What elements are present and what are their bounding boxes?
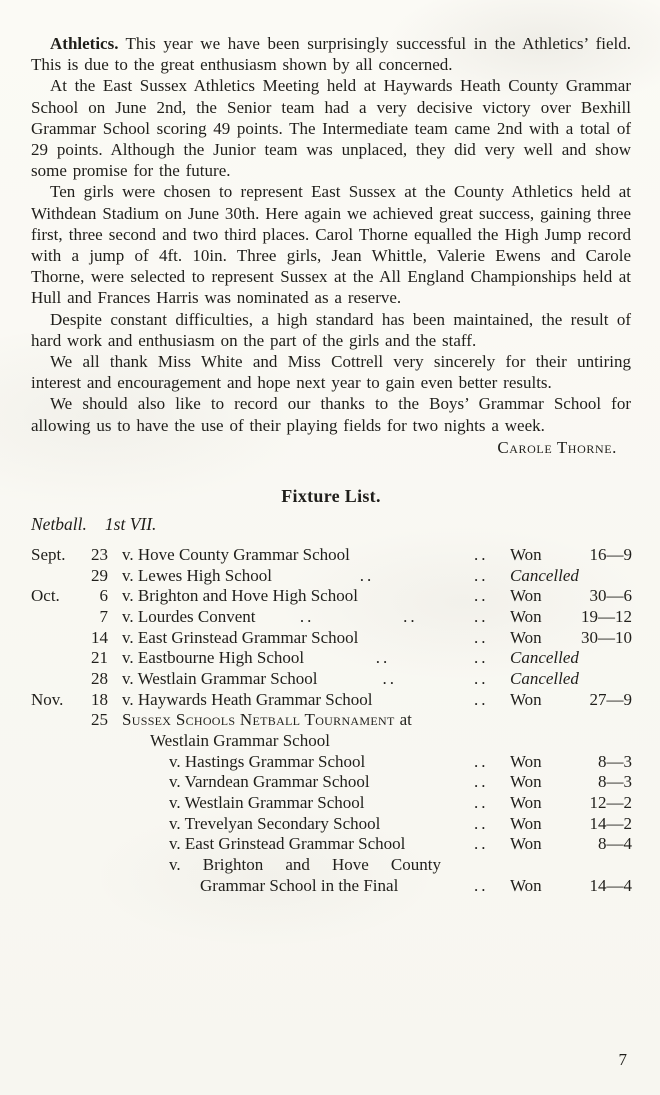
- fixture-month: Oct.: [31, 586, 60, 606]
- dot-leader: ..: [474, 586, 489, 606]
- fixture-row: [31, 834, 631, 855]
- fixture-sport: Netball.: [31, 513, 87, 534]
- fixture-row: [31, 586, 631, 607]
- fixture-day: 29: [91, 565, 108, 585]
- fixture-day: 18: [91, 689, 108, 709]
- fixture-table: [31, 545, 631, 897]
- athletics-paragraph-1-text: This year we have been surprisingly successful in the Athletics’ field. This is due to the great enthusiasm shown by all concerned.: [31, 34, 631, 75]
- fixture-row: [31, 814, 631, 835]
- fixture-row: [31, 772, 631, 793]
- fixture-row: [31, 669, 631, 690]
- dot-leader: ..: [299, 606, 315, 626]
- dot-leader: ..: [474, 668, 489, 688]
- page-number: 7: [618, 1050, 627, 1069]
- fixture-result: Won: [510, 689, 542, 709]
- fixture-row: [31, 628, 631, 649]
- dot-leader: ..: [474, 834, 489, 854]
- fixture-opponent: v. Westlain Grammar School: [122, 668, 318, 688]
- fixture-score: 14—4: [589, 875, 632, 895]
- fixture-opponent: v. Brighton and Hove High School: [122, 586, 358, 606]
- fixture-day: 14: [91, 627, 108, 647]
- fixture-opponent: v. Trevelyan Secondary School: [169, 813, 381, 833]
- fixture-result: Won: [510, 544, 542, 564]
- fixture-list-subtitle: [31, 514, 631, 535]
- fixture-opponent: v. East Grinstead Grammar School: [169, 834, 406, 854]
- fixture-day: 23: [91, 544, 108, 564]
- athletics-paragraph-1: [31, 33, 631, 75]
- fixture-score: 8—3: [598, 751, 632, 771]
- fixture-day: 21: [91, 648, 108, 668]
- fixture-score: 16—9: [589, 544, 632, 564]
- dot-leader: ..: [474, 627, 489, 647]
- athletics-paragraph-5: We all thank Miss White and Miss Cottrell very sincerely for their untiring interest and encouragement and hope next year to gain even better results.: [31, 352, 631, 393]
- fixture-month: Sept.: [31, 544, 66, 564]
- athletics-paragraph-2: At the East Sussex Athletics Meeting held at Haywards Heath County Grammar School on June 2nd, the Senior team had a very decisive victory over Bexhill Grammar School scoring 49 points. The Intermediate team came 2nd with a total of 29 points. Although the Junior team was unplaced, they did very well and show some promise for the future.: [31, 76, 631, 181]
- fixture-result: Won: [510, 813, 542, 833]
- dot-leader: ..: [375, 648, 391, 668]
- fixture-opponent: v. Eastbourne High School: [122, 648, 305, 668]
- fixture-row: [31, 648, 631, 669]
- fixture-result: Cancelled: [510, 648, 579, 668]
- fixture-opponent: v. Hove County Grammar School: [122, 544, 350, 564]
- dot-leader: ..: [403, 606, 418, 626]
- fixture-score: 30—10: [581, 627, 632, 647]
- tournament-suffix: at: [399, 710, 412, 730]
- fixture-result: Won: [510, 586, 542, 606]
- dot-leader: ..: [474, 689, 489, 709]
- dot-leader: ..: [474, 772, 489, 792]
- fixture-row: [31, 690, 631, 711]
- fixture-row-final-part1: [31, 855, 631, 876]
- fixture-row: [31, 793, 631, 814]
- tournament-venue: Westlain Grammar School: [150, 731, 330, 751]
- dot-leader: ..: [359, 565, 375, 585]
- dot-leader: ..: [474, 875, 489, 895]
- fixture-result: Won: [510, 751, 542, 771]
- fixture-score: 14—2: [589, 813, 632, 833]
- athletics-heading: Athletics.: [50, 34, 119, 53]
- athletics-section: [31, 33, 631, 458]
- fixture-opponent: Grammar School in the Final: [200, 875, 399, 895]
- fixture-row-venue: [31, 731, 631, 752]
- fixture-opponent: v. Haywards Heath Grammar School: [122, 689, 373, 709]
- dot-leader: ..: [474, 544, 489, 564]
- fixture-list-title: Fixture List.: [281, 485, 381, 506]
- fixture-team: 1st VII.: [104, 513, 157, 534]
- fixture-result: Won: [510, 772, 542, 792]
- fixture-row: [31, 607, 631, 628]
- athletics-paragraph-6: We should also like to record our thanks to the Boys’ Grammar School for allowing us to have the use of their playing fields for two nights a week.: [31, 394, 631, 435]
- fixture-day: 28: [91, 668, 108, 688]
- fixture-result: Won: [510, 627, 542, 647]
- fixture-score: 12—2: [589, 793, 632, 813]
- fixture-result: Won: [510, 606, 542, 626]
- fixture-month: Nov.: [31, 689, 64, 709]
- fixture-opponent: v. East Grinstead Grammar School: [122, 627, 359, 647]
- fixture-opponent: v. Westlain Grammar School: [169, 793, 365, 813]
- dot-leader: ..: [474, 648, 489, 668]
- dot-leader: ..: [382, 668, 397, 688]
- dot-leader: ..: [474, 751, 489, 771]
- fixture-score: 8—3: [598, 772, 632, 792]
- dot-leader: ..: [474, 565, 489, 585]
- fixture-row: [31, 545, 631, 566]
- fixture-opponent: v. Brighton and Hove County: [169, 855, 441, 875]
- fixture-row: [31, 566, 631, 587]
- fixture-score: 8—4: [598, 834, 632, 854]
- fixture-row-final-part2: [31, 876, 631, 897]
- fixture-row: [31, 752, 631, 773]
- dot-leader: ..: [474, 813, 489, 833]
- fixture-result: Won: [510, 875, 542, 895]
- fixture-day: 25: [91, 710, 108, 730]
- fixture-result: Cancelled: [510, 668, 579, 688]
- fixture-opponent: v. Lewes High School: [122, 565, 272, 585]
- athletics-paragraph-3: Ten girls were chosen to represent East Sussex at the County Athletics held at Withdean Stadium on June 30th. Here again we achieved great success, gaining three first, three second and two third places. Carol Thorne equalled the High Jump record with a jump of 4ft. 10in. Three girls, Jean Whittle, Valerie Ewens and Carole Thorne, were selected to represent Sussex at the All England Championships held at Hull and Frances Harris was nominated as a reserve.: [31, 182, 631, 308]
- fixture-day: 7: [99, 606, 108, 626]
- fixture-result: Won: [510, 793, 542, 813]
- dot-leader: ..: [474, 606, 489, 626]
- fixture-day: 6: [99, 586, 108, 606]
- fixture-score: 19—12: [581, 606, 632, 626]
- fixture-score: 27—9: [589, 689, 632, 709]
- fixture-result: Cancelled: [510, 565, 579, 585]
- fixture-row-tournament: [31, 710, 631, 731]
- fixture-list-section: [31, 486, 631, 897]
- fixture-score: 30—6: [589, 586, 632, 606]
- tournament-name: Sussex Schools Netball Tournament: [122, 710, 395, 730]
- author-signature: Carole Thorne.: [497, 437, 617, 457]
- fixture-opponent: v. Varndean Grammar School: [169, 772, 370, 792]
- dot-leader: ..: [474, 793, 489, 813]
- fixture-opponent: v. Lourdes Convent: [122, 606, 256, 626]
- fixture-opponent: v. Hastings Grammar School: [169, 751, 366, 771]
- athletics-paragraph-4: Despite constant difficulties, a high standard has been maintained, the result of hard work and enthusiasm on the part of the girls and the staff.: [31, 309, 631, 350]
- fixture-result: Won: [510, 834, 542, 854]
